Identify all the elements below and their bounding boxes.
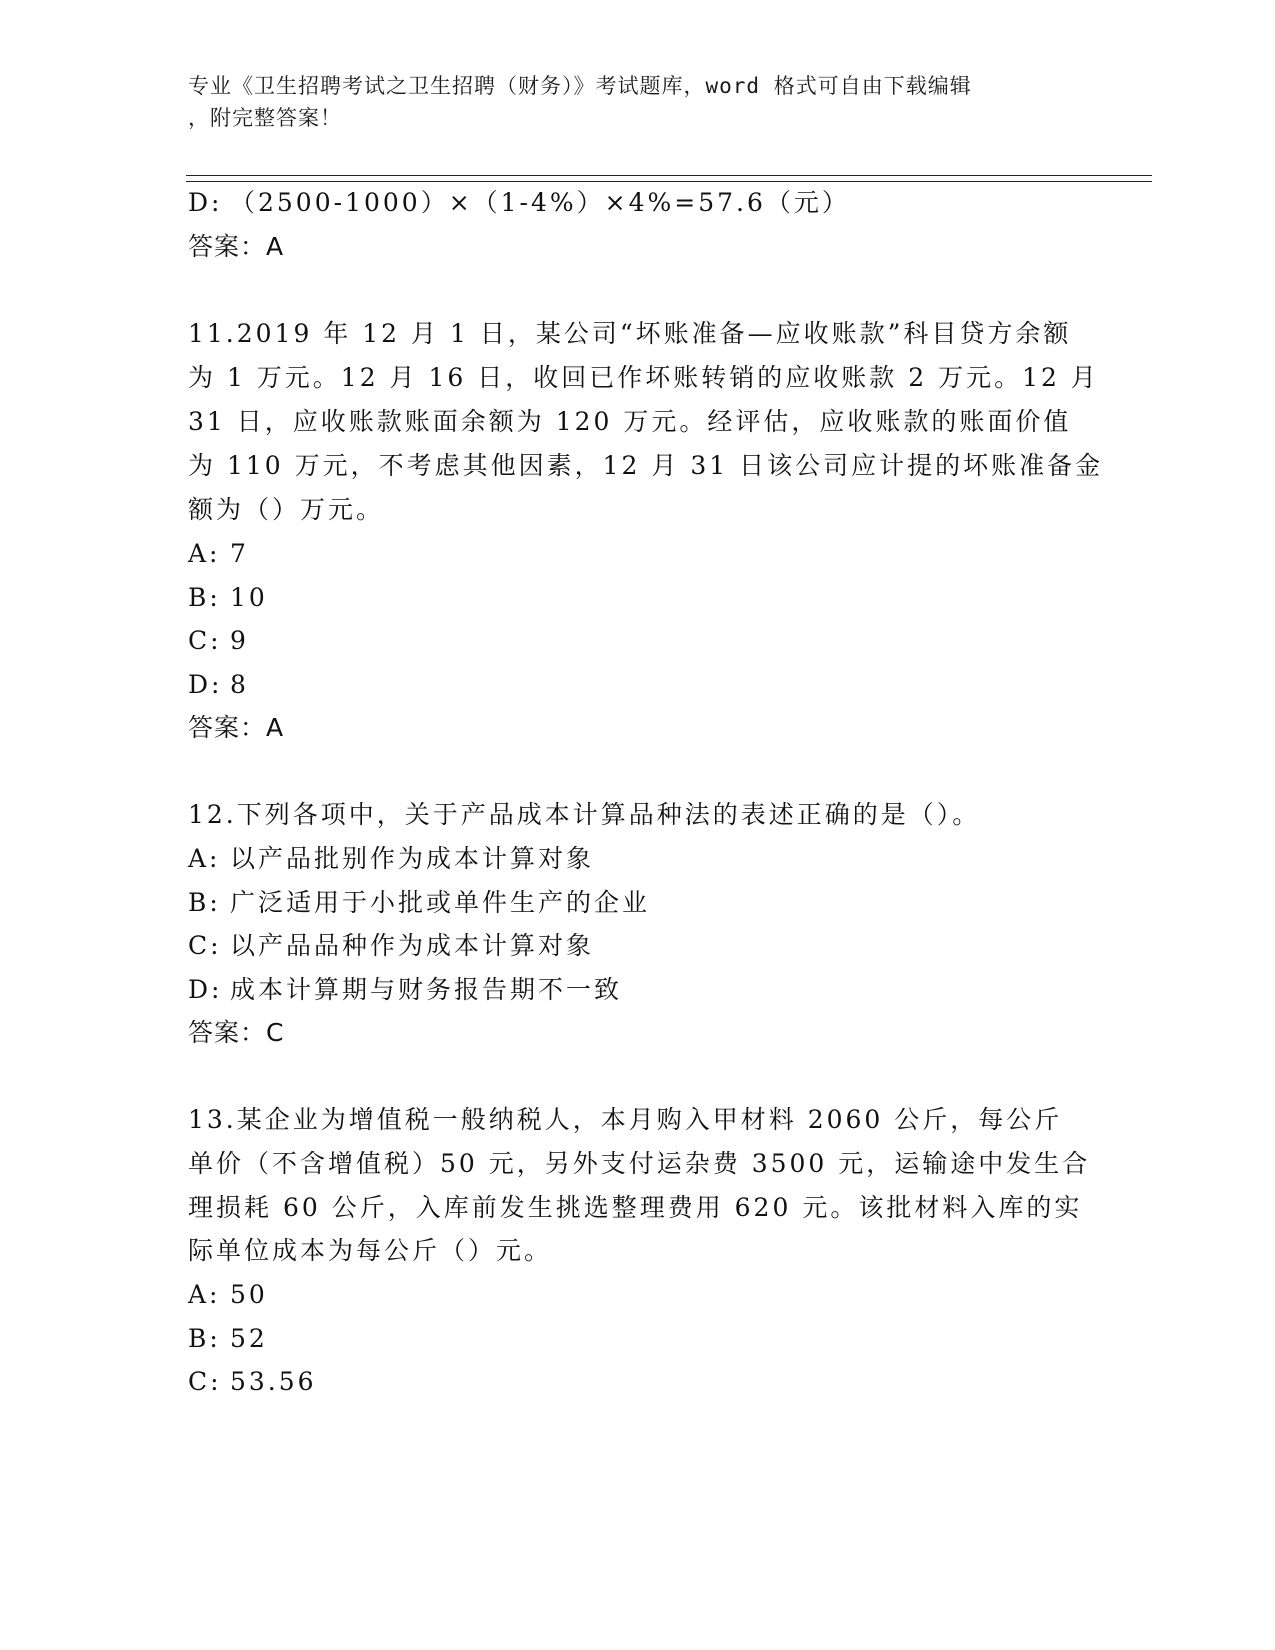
option-text: 8 [230, 670, 249, 699]
q12-option-d [188, 977, 622, 1002]
option-label: D: [188, 975, 223, 1004]
option-label: B: [188, 888, 221, 917]
q11-answer: 答案：A [188, 713, 285, 742]
option-label: B: [188, 1324, 221, 1353]
q13-option-a [188, 1282, 268, 1307]
option-label: C: [188, 931, 222, 960]
q13-text-line: 理损耗 60 公斤，入库前发生挑选整理费用 620 元。该批材料入库的实 [188, 1193, 1083, 1222]
option-text: 10 [230, 583, 268, 612]
option-label: C: [188, 1367, 222, 1396]
option-text: 成本计算期与财务报告期不一致 [230, 975, 623, 1004]
prev-option-d [188, 190, 850, 215]
q11-text-line: 31 日，应收账款账面余额为 120 万元。经评估，应收账款的账面价值 [188, 407, 1072, 436]
q11-text-line: 额为（）万元。 [188, 495, 385, 524]
option-label: D: [188, 188, 223, 217]
option-label: B: [188, 583, 221, 612]
q11-text-line: 11.2019 年 12 月 1 日，某公司“坏账准备—应收账款”科目贷方余额 [188, 319, 1072, 348]
q13-text-line: 际单位成本为每公斤（）元。 [188, 1236, 553, 1265]
q11-text-line: 为 110 万元，不考虑其他因素，12 月 31 日该公司应计提的坏账准备金 [188, 451, 1104, 480]
header-divider-bottom [186, 181, 1152, 182]
q11-option-a [188, 541, 249, 566]
option-text: （2500-1000）×（1-4%）×4%=57.6（元） [230, 188, 850, 217]
q11-text-line: 为 1 万元。12 月 16 日，收回已作坏账转销的应收账款 2 万元。12 月 [188, 363, 1099, 392]
option-text: 53.56 [230, 1367, 317, 1396]
header-line-1: 专业《卫生招聘考试之卫生招聘（财务）》考试题库，word 格式可自由下载编辑 [188, 74, 972, 98]
option-label: A: [188, 844, 221, 873]
option-label: D: [188, 670, 223, 699]
document-header [188, 70, 1068, 134]
option-label: A: [188, 539, 221, 568]
q13-option-c [188, 1369, 317, 1394]
q11-option-c [188, 628, 249, 653]
q12-option-a [188, 846, 594, 871]
header-divider-top [186, 175, 1152, 176]
option-text: 以产品批别作为成本计算对象 [230, 844, 595, 873]
q12-option-b [188, 890, 650, 915]
q12-option-c [188, 933, 594, 958]
option-text: 52 [230, 1324, 268, 1353]
option-text: 广泛适用于小批或单件生产的企业 [230, 888, 651, 917]
option-text: 以产品品种作为成本计算对象 [230, 931, 595, 960]
q11-option-d [188, 672, 249, 697]
q13-text-line: 13.某企业为增值税一般纳税人，本月购入甲材料 2060 公斤，每公斤 [188, 1105, 1063, 1134]
option-label: A: [188, 1280, 221, 1309]
option-label: C: [188, 626, 222, 655]
q12-answer: 答案：C [188, 1018, 285, 1047]
option-text: 7 [230, 539, 249, 568]
option-text: 50 [230, 1280, 268, 1309]
q12-text-line: 12.下列各项中，关于产品成本计算品种法的表述正确的是（）。 [188, 800, 981, 829]
q13-option-b [188, 1326, 268, 1351]
option-text: 9 [230, 626, 249, 655]
q11-option-b [188, 585, 268, 610]
header-line-2: ，附完整答案！ [188, 106, 342, 130]
prev-answer: 答案：A [188, 232, 285, 261]
q13-text-line: 单价（不含增值税）50 元，另外支付运杂费 3500 元，运输途中发生合 [188, 1149, 1091, 1178]
